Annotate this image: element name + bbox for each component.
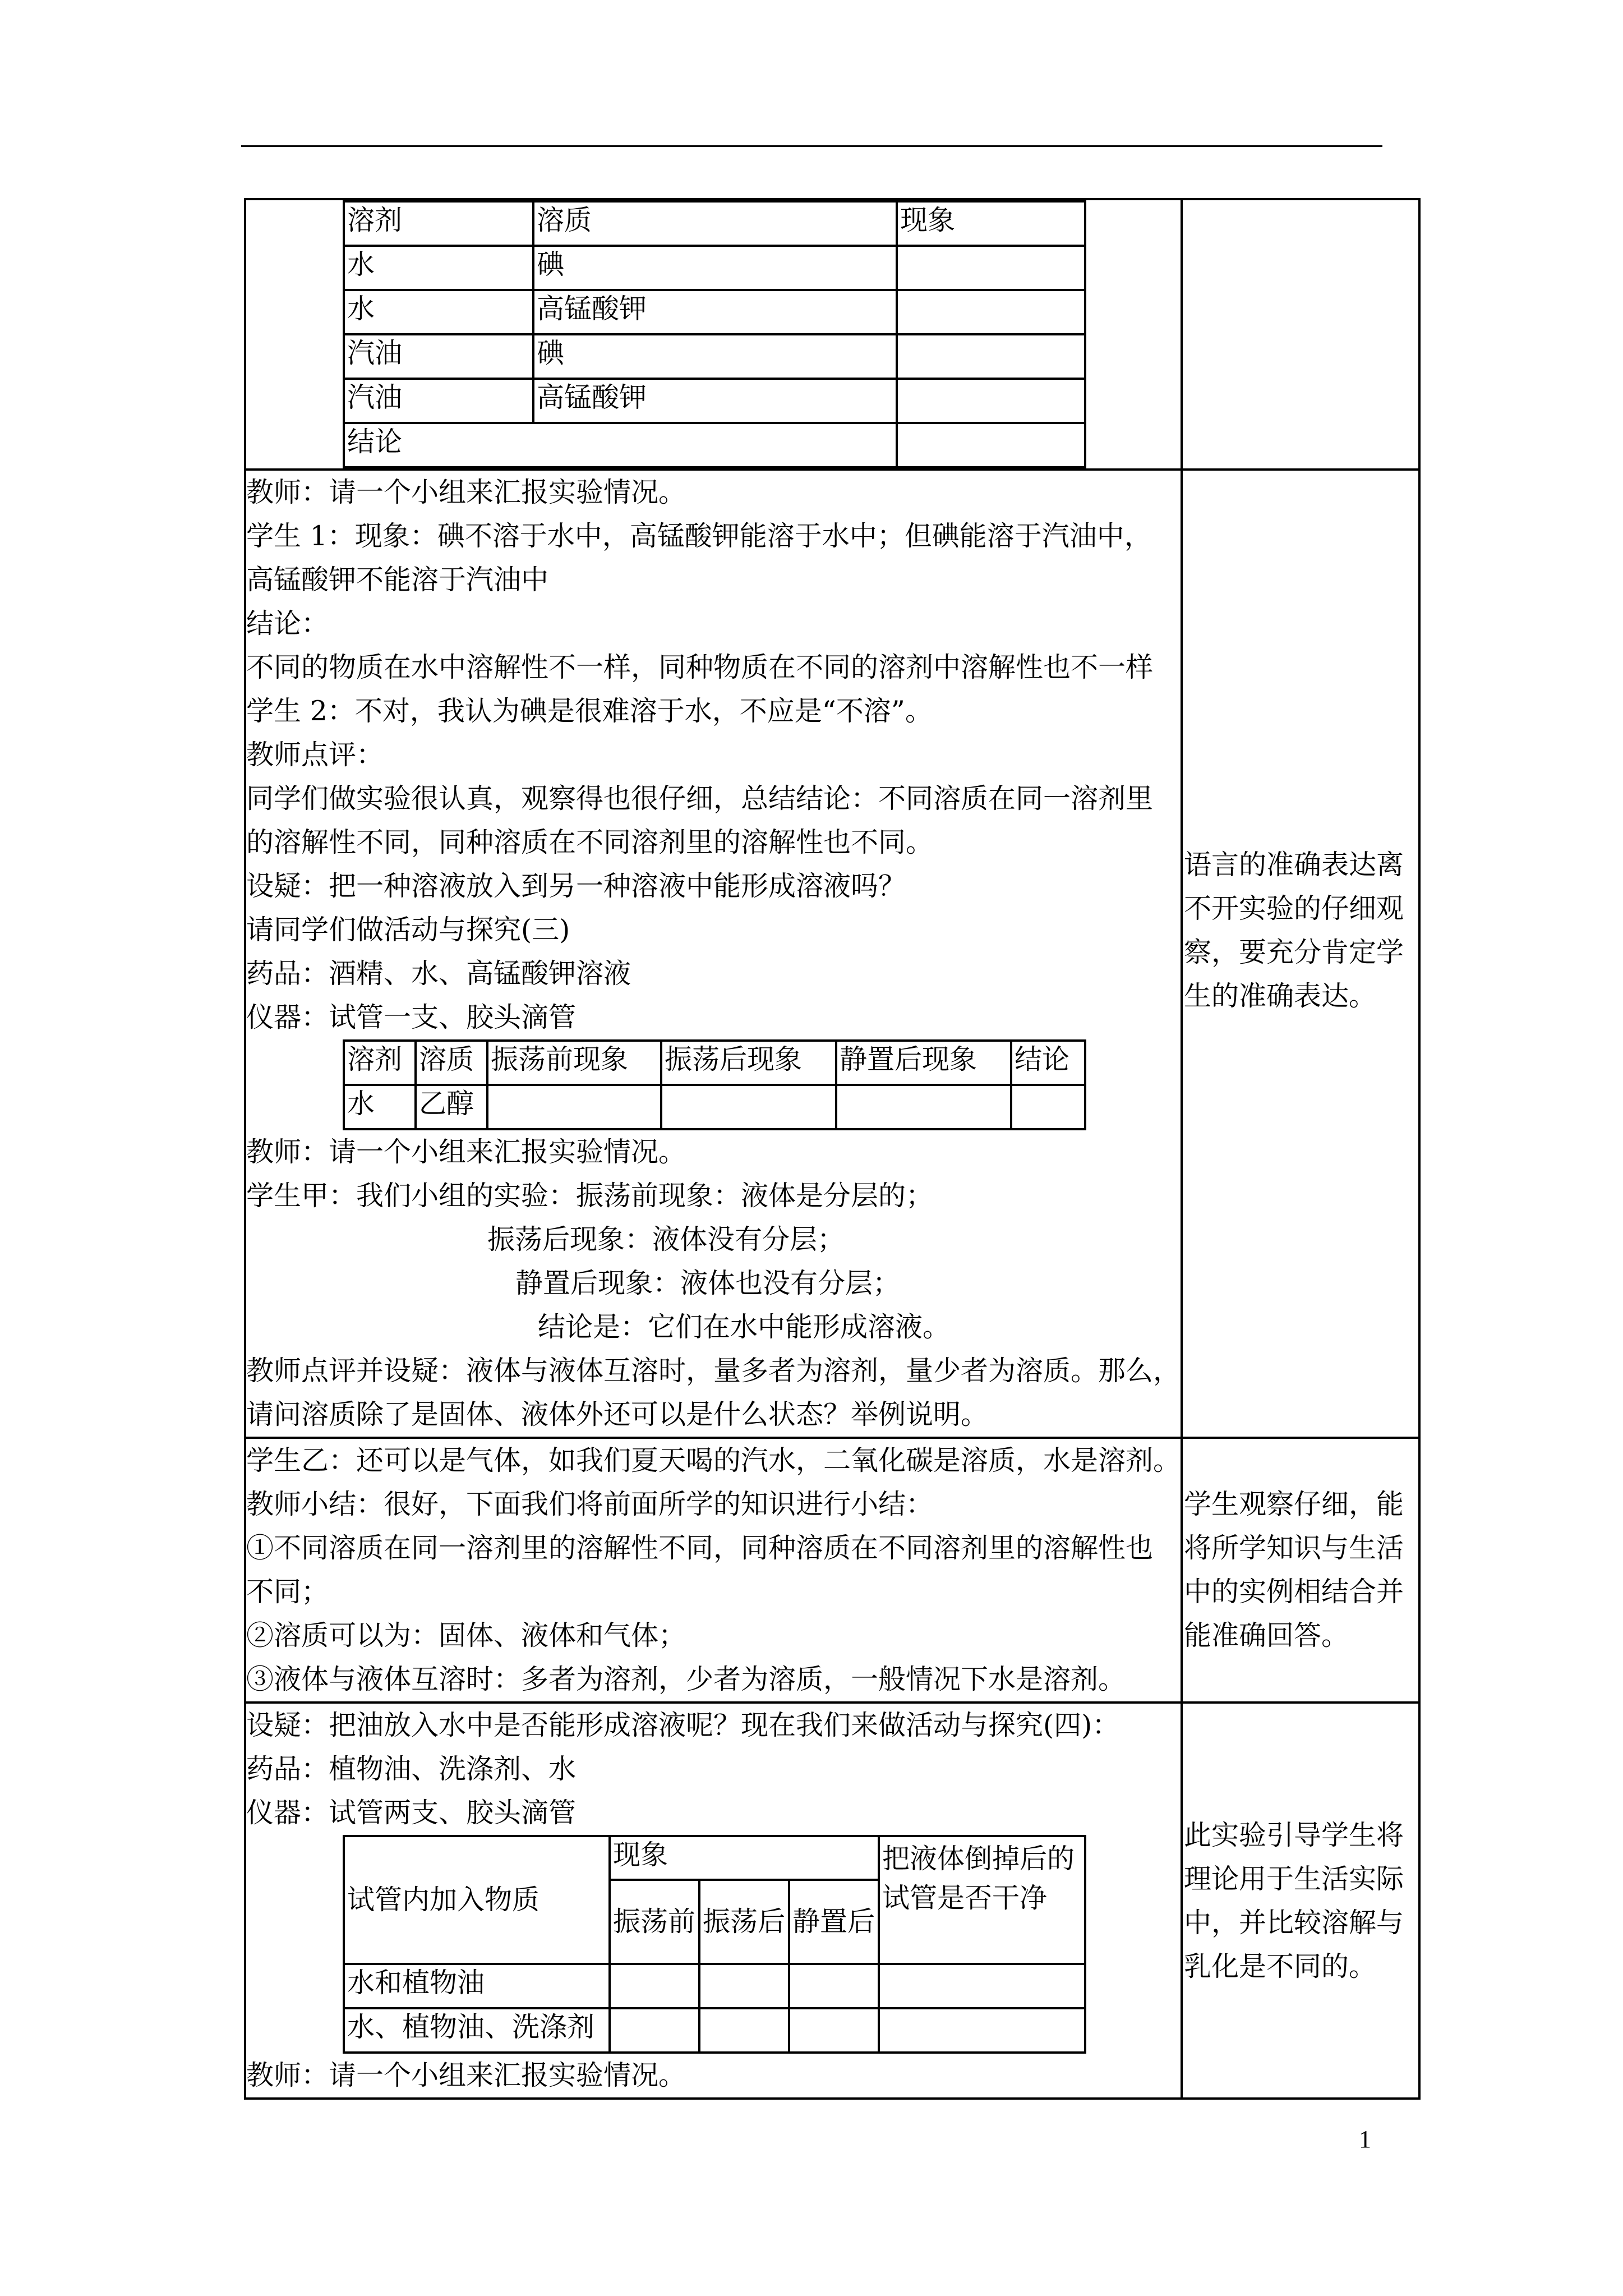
text-line: 不同的物质在水中溶解性不一样，同种物质在不同的溶剂中溶解性也不一样 (246, 651, 1154, 683)
section-4-row (245, 1703, 1419, 2099)
text-line: 教师点评： (246, 739, 384, 771)
text-line: 结论是：它们在水中能形成溶液。 (538, 1311, 951, 1343)
section-3-content (245, 1438, 1182, 1703)
text-line: 不同； (246, 1576, 329, 1608)
header-cell: 振荡后现象 (661, 1041, 836, 1085)
text-line: 设疑：把一种溶液放入到另一种溶液中能形成溶液吗？ (246, 870, 906, 902)
section-2-after-text (246, 1130, 1181, 1437)
table-row (344, 246, 1085, 290)
notes-cell-2 (1182, 470, 1419, 1438)
header-cell: 把液体倒掉后的试管是否干净 (879, 1836, 1085, 1964)
header-cell: 现象 (897, 201, 1085, 246)
table-cell (699, 1964, 789, 2008)
table-row (344, 1085, 1085, 1129)
header-cell: 振荡前 (610, 1880, 699, 1964)
table-cell: 碘 (533, 334, 897, 379)
text-line: 学生 2：不对，我认为碘是很难溶于水，不应是“不溶”。 (246, 695, 933, 727)
text-line: 教师：请一个小组来汇报实验情况。 (246, 1136, 686, 1168)
table-cell: 水和植物油 (344, 1964, 610, 2008)
text-line: 振荡后现象：液体没有分层； (487, 1223, 845, 1255)
section-3-row (245, 1438, 1419, 1703)
text-line: 同学们做实验很认真，观察得也很仔细，总结结论：不同溶质在同一溶剂里 (246, 783, 1154, 815)
teaching-note: 此实验引导学生将理论用于生活实际中，并比较溶解与乳化是不同的。 (1184, 1819, 1404, 1982)
table-cell (789, 2008, 879, 2053)
table-cell: 碘 (533, 246, 897, 290)
text-line: 学生 1：现象：碘不溶于水中，高锰酸钾能溶于水中；但碘能溶于汽油中， (246, 520, 1152, 552)
lesson-table (244, 198, 1421, 2100)
text-line: 设疑：把油放入水中是否能形成溶液呢？现在我们来做活动与探究(四)： (246, 1709, 1120, 1741)
section-4-text (246, 1704, 1181, 1835)
table-cell (661, 1085, 836, 1129)
table-header-row (344, 201, 1085, 246)
section-4-after-text (246, 2054, 1181, 2097)
section-2-text (246, 471, 1181, 1039)
table-cell (897, 334, 1085, 379)
notes-cell-1 (1182, 199, 1419, 470)
table-cell (487, 1085, 661, 1129)
table-cell (897, 423, 1085, 467)
table-row (344, 334, 1085, 379)
text-line: 仪器：试管一支、胶头滴管 (246, 1001, 577, 1033)
notes-cell-3 (1182, 1438, 1419, 1703)
section-4-content (245, 1703, 1182, 2099)
text-line: 静置后现象：液体也没有分层； (515, 1267, 901, 1299)
experiment-table-2 (343, 1039, 1086, 1130)
header-cell: 静置后现象 (836, 1041, 1011, 1085)
experiment-table-4 (343, 1835, 1086, 2054)
text-line: ②溶质可以为：固体、液体和气体； (246, 1619, 686, 1651)
table-cell: 水 (344, 1085, 416, 1129)
table-cell: 汽油 (344, 379, 533, 423)
table-cell: 汽油 (344, 334, 533, 379)
table-row (344, 379, 1085, 423)
conclusion-row (344, 423, 1085, 467)
header-cell: 振荡后 (699, 1880, 789, 1964)
header-cell: 溶质 (533, 201, 897, 246)
table-row (344, 2008, 1085, 2053)
table-cell: 高锰酸钾 (533, 290, 897, 334)
text-line: 的溶解性不同，同种溶质在不同溶剂里的溶解性也不同。 (246, 826, 934, 858)
text-line: 教师：请一个小组来汇报实验情况。 (246, 2059, 686, 2091)
table-cell (897, 246, 1085, 290)
table-row (344, 1964, 1085, 2008)
text-line: 高锰酸钾不能溶于汽油中 (246, 564, 549, 596)
section-2-content (245, 470, 1182, 1438)
table-cell: 水 (344, 246, 533, 290)
header-cell: 溶质 (416, 1041, 487, 1085)
text-line: 药品：植物油、洗涤剂、水 (246, 1753, 577, 1785)
text-line: 仪器：试管两支、胶头滴管 (246, 1797, 577, 1829)
table-cell (879, 1964, 1085, 2008)
table-header-row (344, 1836, 1085, 1880)
text-line: ③液体与液体互溶时：多者为溶剂，少者为溶质，一般情况下水是溶剂。 (246, 1663, 1126, 1695)
notes-cell-4 (1182, 1703, 1419, 2099)
conclusion-label: 结论 (344, 423, 897, 467)
table-header-row (344, 1041, 1085, 1085)
section-1-row (245, 199, 1419, 470)
text-line: ①不同溶质在同一溶剂里的溶解性不同，同种溶质在不同溶剂里的溶解性也 (246, 1532, 1154, 1564)
table-cell: 水 (344, 290, 533, 334)
section-1-content (245, 199, 1182, 470)
text-line: 学生乙：还可以是气体，如我们夏天喝的汽水，二氧化碳是溶质，水是溶剂。 (246, 1444, 1181, 1476)
teaching-note: 学生观察仔细，能将所学知识与生活中的实例相结合并能准确回答。 (1184, 1488, 1404, 1651)
table-cell: 水、植物油、洗涤剂 (344, 2008, 610, 2053)
text-line: 教师：请一个小组来汇报实验情况。 (246, 476, 686, 508)
table-cell (897, 379, 1085, 423)
page-number: 1 (1359, 2125, 1371, 2153)
table-cell (836, 1085, 1011, 1129)
text-line: 药品：酒精、水、高锰酸钾溶液 (246, 958, 631, 990)
table-row (344, 290, 1085, 334)
header-cell: 溶剂 (344, 201, 533, 246)
header-rule (241, 145, 1382, 147)
text-line: 请问溶质除了是固体、液体外还可以是什么状态？举例说明。 (246, 1398, 989, 1430)
table-cell (789, 1964, 879, 2008)
header-cell: 溶剂 (344, 1041, 416, 1085)
text-line: 结论： (246, 608, 329, 639)
experiment-table-1 (343, 200, 1086, 468)
table-cell (879, 2008, 1085, 2053)
text-line: 学生甲：我们小组的实验：振荡前现象：液体是分层的； (246, 1180, 934, 1212)
header-cell: 试管内加入物质 (344, 1836, 610, 1964)
table-cell: 高锰酸钾 (533, 379, 897, 423)
text-line: 教师点评并设疑：液体与液体互溶时，量多者为溶剂，量少者为溶质。那么， (246, 1355, 1181, 1387)
section-3-text (246, 1439, 1181, 1701)
header-cell: 现象 (610, 1836, 879, 1880)
table-cell (897, 290, 1085, 334)
table-cell: 乙醇 (416, 1085, 487, 1129)
text-line: 请同学们做活动与探究(三) (246, 914, 570, 946)
table-cell (610, 2008, 699, 2053)
table-cell (699, 2008, 789, 2053)
text-line: 教师小结：很好，下面我们将前面所学的知识进行小结： (246, 1488, 934, 1520)
teaching-note: 语言的准确表达离不开实验的仔细观察，要充分肯定学生的准确表达。 (1184, 849, 1404, 1012)
section-2-row (245, 470, 1419, 1438)
table-cell (610, 1964, 699, 2008)
header-cell: 振荡前现象 (487, 1041, 661, 1085)
header-cell: 静置后 (789, 1880, 879, 1964)
header-cell: 结论 (1011, 1041, 1085, 1085)
table-cell (1011, 1085, 1085, 1129)
